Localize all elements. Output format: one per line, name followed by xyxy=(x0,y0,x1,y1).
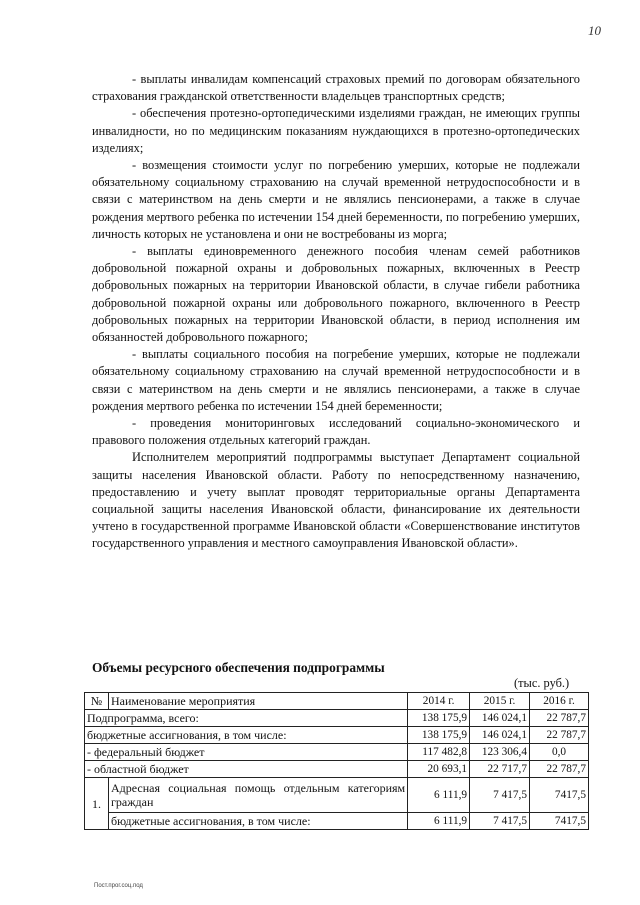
paragraph-7: Исполнителем мероприятий подпрограммы выступает Департамент социальной защиты населения Ивановской области. Работу по непосредственному назначению, предоставлению и учету выплат проводят территориальные органы Департамента социальной защиты населения Ивановской области, финансирование их деятельности учтено в государственной программе Ивановской области «Совершенствование институтов государственного управления и местного самоуправления Ивановской области». xyxy=(92,450,580,551)
item-1-num: 1. xyxy=(85,778,109,830)
units-label: (тыс. руб.) xyxy=(514,676,570,690)
row-2015: 146 024,1 xyxy=(470,727,530,744)
row-name: - областной бюджет xyxy=(85,761,408,778)
table-row xyxy=(85,727,589,744)
item-1-sub-name: бюджетные ассигнования, в том числе: xyxy=(108,813,407,830)
item-1-sub-2014: 6 111,9 xyxy=(408,813,470,830)
row-2014: 138 175,9 xyxy=(408,727,470,744)
row-2014: 20 693,1 xyxy=(408,761,470,778)
item-1-name: Адресная социальная помощь отдельным категориям граждан xyxy=(108,778,407,813)
header-name: Наименование мероприятия xyxy=(108,693,407,710)
item-1-2015: 7 417,5 xyxy=(470,778,530,813)
document-body xyxy=(92,71,580,553)
row-2015: 22 717,7 xyxy=(470,761,530,778)
paragraph-2: - обеспечения протезно-ортопедическими изделиями граждан, не имеющих группы инвалидности, но по медицинским показаниям нуждающихся в протезно-ортопедических изделиях; xyxy=(92,106,580,155)
paragraph-6: - проведения мониторинговых исследований социально-экономического и правового положения отдельных категорий граждан. xyxy=(92,416,580,448)
row-2015: 146 024,1 xyxy=(470,710,530,727)
row-2016: 22 787,7 xyxy=(530,727,589,744)
header-num: № xyxy=(85,693,109,710)
table-header-row xyxy=(85,693,589,710)
header-2014: 2014 г. xyxy=(408,693,470,710)
item-1-sub-2016: 7417,5 xyxy=(530,813,589,830)
row-name: - федеральный бюджет xyxy=(85,744,408,761)
paragraph-4: - выплаты единовременного денежного пособия членам семей работников добровольной пожарной охраны и добровольных пожарных, включенных в Реестр добровольных пожарных на территории Ивановской области, в случае гибели работника добровольной пожарной охраны или добровольного пожарного, включенного в Реестр добровольных пожарных на территории Ивановской области, в период исполнения им обязанностей добровольного пожарного; xyxy=(92,244,580,345)
paragraph-3: - возмещения стоимости услуг по погребению умерших, которые не подлежали обязательному социальному страхованию на случай временной нетрудоспособности и в связи с материнством на день смерти и не являлись пенсионерами, а также в случае рождения мертвого ребенка по истечении 154 дней беременности, по погребению умерших, личность которых не установлена и они не востребованы из морга; xyxy=(92,158,580,241)
row-2014: 138 175,9 xyxy=(408,710,470,727)
row-2014: 117 482,8 xyxy=(408,744,470,761)
row-2015: 123 306,4 xyxy=(470,744,530,761)
table-row xyxy=(85,710,589,727)
row-name: бюджетные ассигнования, в том числе: xyxy=(85,727,408,744)
row-name: Подпрограмма, всего: xyxy=(85,710,408,727)
item-1-2016: 7417,5 xyxy=(530,778,589,813)
row-2016: 0,0 xyxy=(530,744,589,761)
item-1-2014: 6 111,9 xyxy=(408,778,470,813)
row-2016: 22 787,7 xyxy=(530,710,589,727)
table-row xyxy=(85,744,589,761)
header-2016: 2016 г. xyxy=(530,693,589,710)
footer-file-label: Пост.прог.соц.под xyxy=(94,883,143,889)
table-row xyxy=(85,761,589,778)
table-row-item-1 xyxy=(85,778,589,813)
resource-table xyxy=(84,692,589,830)
table-row-item-1-sub xyxy=(85,813,589,830)
row-2016: 22 787,7 xyxy=(530,761,589,778)
section-title: Объемы ресурсного обеспечения подпрограммы xyxy=(92,660,385,675)
paragraph-5: - выплаты социального пособия на погребение умерших, которые не подлежали обязательному социальному страхованию на случай временной нетрудоспособности и в связи с материнством на день смерти и не являлись пенсионерами, а также в случае рождения мертвого ребенка по истечении 154 дней беременности; xyxy=(92,347,580,413)
header-2015: 2015 г. xyxy=(470,693,530,710)
page-number: 10 xyxy=(588,23,601,38)
item-1-sub-2015: 7 417,5 xyxy=(470,813,530,830)
paragraph-1: - выплаты инвалидам компенсаций страховых премий по договорам обязательного страхования гражданской ответственности владельцев транспортных средств; xyxy=(92,72,580,104)
